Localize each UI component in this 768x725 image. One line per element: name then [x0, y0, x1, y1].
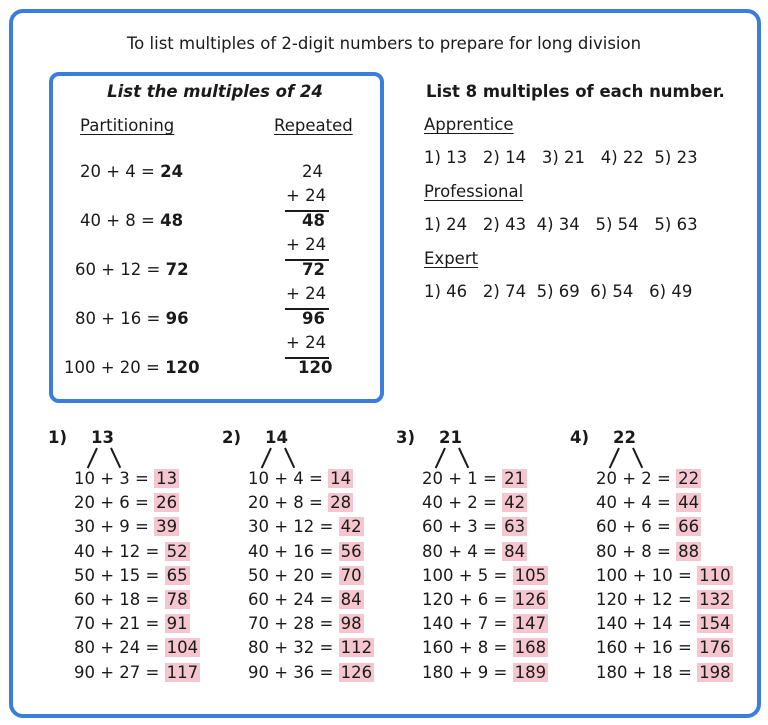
multiple-expression: 60 + 18 = [74, 590, 165, 609]
multiple-answer: 147 [514, 614, 547, 634]
multiple-row [248, 663, 374, 682]
multiple-expression: 20 + 8 = [248, 493, 329, 513]
multiple-answer: 42 [340, 517, 362, 537]
multiple-expression: 100 + 10 = [596, 565, 698, 585]
multiple-expression: 120 + 6 = [422, 590, 513, 609]
level-items: 1) 13 2) 14 3) 21 4) 22 5) 23 [424, 148, 698, 167]
multiple-expression: 180 + 18 = [596, 662, 698, 682]
repeated-sum: 48 [302, 211, 325, 230]
multiple-row [422, 542, 527, 561]
multiple-row [248, 614, 364, 633]
multiple-expression: 90 + 27 = [74, 662, 165, 682]
repeated-addend: + 24 [286, 284, 327, 303]
multiple-answer: 98 [340, 614, 362, 634]
multiple-expression: 60 + 3 = [422, 517, 503, 537]
partition-result: 120 [165, 358, 200, 377]
multiple-row [422, 493, 527, 512]
multiple-answer: 176 [699, 638, 731, 658]
multiple-answer: 44 [678, 493, 700, 513]
multiple-expression: 90 + 36 = [248, 662, 339, 682]
multiple-row [74, 493, 179, 512]
multiple-answer: 110 [699, 565, 731, 585]
multiple-row [596, 614, 733, 633]
multiple-answer: 63 [504, 517, 526, 537]
multiple-expression: 140 + 14 = [596, 614, 698, 634]
repeated-sum: 96 [302, 309, 325, 328]
multiple-answer: 84 [340, 590, 362, 609]
multiple-row [596, 590, 733, 609]
multiple-expression: 20 + 2 = [596, 469, 677, 488]
multiple-row [248, 542, 364, 561]
level-items: 1) 24 2) 43 4) 34 5) 54 5) 63 [424, 215, 698, 234]
multiple-answer: 154 [699, 614, 731, 634]
multiple-row [74, 614, 190, 633]
multiple-answer: 105 [514, 565, 547, 585]
partition-row [80, 162, 183, 181]
multiple-expression: 140 + 7 = [422, 614, 513, 634]
multiple-answer: 126 [340, 662, 373, 682]
multiple-expression: 180 + 9 = [422, 662, 513, 682]
partition-row [75, 309, 189, 328]
multiple-row [74, 663, 200, 682]
multiple-expression: 40 + 2 = [422, 493, 503, 513]
multiple-expression: 60 + 24 = [248, 590, 339, 609]
multiple-expression: 160 + 16 = [596, 638, 698, 658]
multiple-answer: 14 [330, 469, 352, 488]
multiple-row [596, 517, 701, 536]
multiple-row [422, 638, 548, 657]
partition-expression: 40 + 8 = [80, 211, 161, 230]
problem-label: 4) [570, 428, 590, 447]
multiple-expression: 160 + 8 = [422, 638, 513, 658]
multiple-row [248, 493, 353, 512]
partition-expression: 100 + 20 = [64, 358, 166, 377]
page-title: To list multiples of 2-digit numbers to prepare for long division [126, 34, 642, 53]
level-items: 1) 46 2) 74 5) 69 6) 54 6) 49 [424, 282, 693, 301]
partition-result: 72 [165, 260, 189, 279]
multiple-answer: 28 [330, 493, 352, 513]
multiple-expression: 70 + 28 = [248, 614, 339, 634]
level-name: Expert [424, 249, 479, 268]
multiple-answer: 13 [156, 469, 178, 488]
repeated-addend: + 24 [286, 235, 327, 254]
level-name: Apprentice [424, 115, 514, 134]
multiple-answer: 52 [166, 541, 188, 561]
multiple-answer: 66 [678, 517, 700, 537]
multiple-expression: 10 + 4 = [248, 469, 329, 488]
problem-label: 3) [396, 428, 416, 447]
multiple-expression: 80 + 32 = [248, 638, 339, 658]
partition-row [64, 358, 200, 377]
multiple-expression: 40 + 12 = [74, 541, 165, 561]
problem-label: 1) [48, 428, 68, 447]
multiple-answer: 39 [156, 517, 178, 537]
multiple-row [74, 469, 179, 488]
multiple-row [596, 638, 733, 657]
multiple-expression: 30 + 9 = [74, 517, 155, 537]
multiple-row [596, 493, 701, 512]
multiple-row [422, 663, 548, 682]
partition-expression: 60 + 12 = [75, 260, 166, 279]
partition-expression: 20 + 4 = [80, 162, 161, 181]
multiple-expression: 80 + 24 = [74, 638, 165, 658]
multiple-answer: 189 [514, 662, 547, 682]
repeated-start: 24 [302, 162, 323, 181]
multiple-row [74, 566, 190, 585]
partitioning-header: Partitioning [80, 116, 175, 135]
multiple-expression: 40 + 4 = [596, 493, 677, 513]
multiple-row [422, 517, 527, 536]
multiple-answer: 88 [678, 541, 700, 561]
multiple-answer: 117 [166, 662, 199, 682]
multiple-answer: 126 [514, 590, 547, 609]
multiple-row [248, 590, 364, 609]
partition-row [75, 260, 189, 279]
multiple-expression: 50 + 15 = [74, 565, 165, 585]
multiple-row [596, 542, 701, 561]
multiple-expression: 70 + 21 = [74, 614, 165, 634]
partition-result: 24 [160, 162, 184, 181]
multiple-answer: 112 [340, 638, 373, 658]
example-heading: List the multiples of 24 [107, 82, 323, 101]
multiple-row [74, 517, 179, 536]
repeated-addend: + 24 [286, 333, 327, 352]
multiple-answer: 132 [699, 590, 731, 609]
multiple-answer: 168 [514, 638, 547, 658]
level-name: Professional [424, 182, 524, 201]
multiple-expression: 80 + 8 = [596, 541, 677, 561]
problem-number: 14 [265, 428, 288, 447]
multiple-row [422, 469, 527, 488]
multiple-answer: 198 [699, 662, 731, 682]
multiple-expression: 120 + 12 = [596, 590, 698, 609]
multiple-row [248, 638, 374, 657]
multiple-answer: 91 [166, 614, 188, 634]
partition-result: 96 [165, 309, 189, 328]
repeated-sum: 72 [302, 260, 325, 279]
repeated-sum: 120 [298, 358, 333, 377]
multiple-expression: 20 + 1 = [422, 469, 503, 488]
repeated-header: Repeated [274, 116, 353, 135]
multiple-expression: 10 + 3 = [74, 469, 155, 488]
partition-row [80, 211, 183, 230]
multiple-answer: 84 [504, 541, 526, 561]
partition-expression: 80 + 16 = [75, 309, 166, 328]
multiple-row [248, 517, 364, 536]
multiple-answer: 56 [340, 541, 362, 561]
problem-number: 22 [613, 428, 636, 447]
multiple-expression: 40 + 16 = [248, 541, 339, 561]
multiple-row [422, 590, 548, 609]
multiple-expression: 80 + 4 = [422, 541, 503, 561]
multiple-expression: 50 + 20 = [248, 565, 339, 585]
multiple-row [422, 566, 548, 585]
multiple-expression: 100 + 5 = [422, 565, 513, 585]
multiple-answer: 22 [678, 469, 700, 488]
multiple-answer: 21 [504, 469, 526, 488]
multiple-answer: 70 [340, 565, 362, 585]
problem-label: 2) [222, 428, 242, 447]
multiple-expression: 30 + 12 = [248, 517, 339, 537]
multiple-answer: 78 [166, 590, 188, 609]
multiple-row [74, 542, 190, 561]
multiple-row [596, 663, 733, 682]
multiple-answer: 26 [156, 493, 178, 513]
problem-number: 21 [439, 428, 462, 447]
task-heading: List 8 multiples of each number. [426, 82, 725, 101]
multiple-answer: 65 [166, 565, 188, 585]
multiple-expression: 20 + 6 = [74, 493, 155, 513]
multiple-row [422, 614, 548, 633]
multiple-row [596, 469, 701, 488]
multiple-row [74, 590, 190, 609]
partition-result: 48 [160, 211, 184, 230]
multiple-row [74, 638, 200, 657]
multiple-row [596, 566, 733, 585]
multiple-row [248, 469, 353, 488]
multiple-expression: 60 + 6 = [596, 517, 677, 537]
multiple-answer: 42 [504, 493, 526, 513]
multiple-answer: 104 [166, 638, 199, 658]
problem-number: 13 [91, 428, 114, 447]
repeated-addend: + 24 [286, 186, 327, 205]
multiple-row [248, 566, 364, 585]
